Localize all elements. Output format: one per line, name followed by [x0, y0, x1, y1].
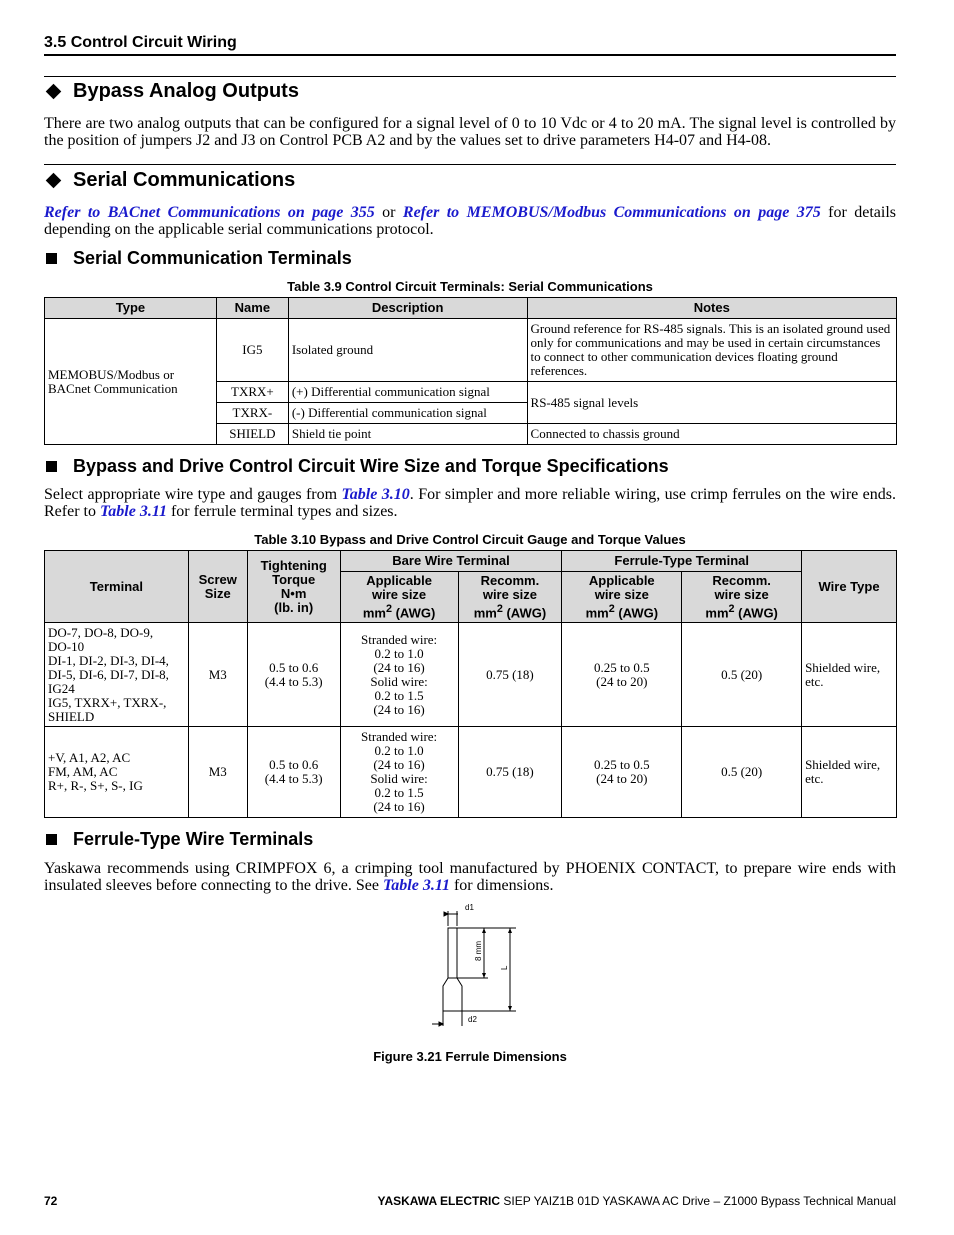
description-cell: (+) Differential communication signal: [288, 382, 527, 403]
running-header: 3.5 Control Circuit Wiring: [44, 34, 237, 51]
mm-label: 8 mm: [474, 941, 483, 961]
subheading-serial-terminals: Serial Communication Terminals: [44, 248, 352, 269]
square-bullet-icon: [46, 253, 57, 264]
diamond-bullet-icon: [46, 173, 62, 189]
notes-cell: RS-485 signal levels: [527, 382, 896, 424]
type-cell: MEMOBUS/Modbus or BACnet Communication: [45, 319, 217, 445]
col-header-type: Type: [45, 298, 217, 319]
name-cell: TXRX-: [216, 403, 288, 424]
wire-type-cell: Shielded wire, etc.: [802, 623, 897, 727]
ferrule-recomm-cell: 0.5 (20): [682, 623, 802, 727]
col-header-ferrule: Ferrule-Type Terminal: [562, 551, 802, 572]
table-3-10-link[interactable]: Table 3.10: [341, 486, 410, 503]
page-footer: [44, 1194, 896, 1208]
figure-3-21-caption: Figure 3.21 Ferrule Dimensions: [373, 1049, 567, 1064]
screw-cell: M3: [188, 727, 247, 818]
wire-gauge-torque-table: [44, 550, 897, 818]
notes-cell: Ground reference for RS-485 signals. This is an isolated ground used only for communications and may be used in certain circumstances to connect to other communication devices floating ground references.: [527, 319, 896, 382]
bare-recomm-cell: 0.75 (18): [458, 727, 562, 818]
col-header-screw-size: Screw Size: [188, 551, 247, 623]
col-header-terminal: Terminal: [45, 551, 189, 623]
terminal-cell: DO-7, DO-8, DO-9, DO-10 DI-1, DI-2, DI-3, DI-4, DI-5, DI-6, DI-7, DI-8, IG24 IG5, TXRX+, TXRX-, SHIELD: [45, 623, 189, 727]
col-header-torque: Tightening Torque N•m (lb. in): [247, 551, 340, 623]
d1-label: d1: [465, 903, 474, 912]
header-rule: [44, 54, 896, 56]
name-cell: IG5: [216, 319, 288, 382]
terminal-cell: +V, A1, A2, AC FM, AM, AC R+, R-, S+, S-, IG: [45, 727, 189, 818]
col-header-bare-applicable: Applicable wire size $mm^2$ (AWG): [340, 572, 458, 623]
bare-recomm-cell: 0.75 (18): [458, 623, 562, 727]
torque-cell: 0.5 to 0.6 (4.4 to 5.3): [247, 727, 340, 818]
ferrule-applicable-cell: 0.25 to 0.5 (24 to 20): [562, 623, 682, 727]
notes-cell: Connected to chassis ground: [527, 424, 896, 445]
wire-type-cell: Shielded wire, etc.: [802, 727, 897, 818]
bypass-analog-paragraph: There are two analog outputs that can be configured for a signal level of 0 to 10 Vdc or 4 to 20 mA. The signal level is controlled by the position of jumpers J2 and J3 on Control PCB A2 and by the values set to drive parameters H4-07 and H4-08.: [44, 115, 896, 149]
diamond-bullet-icon: [46, 84, 62, 100]
section-heading-serial: Serial Communications: [44, 169, 295, 192]
bare-applicable-cell: Stranded wire: 0.2 to 1.0 (24 to 16) Solid wire: 0.2 to 1.5 (24 to 16): [340, 623, 458, 727]
square-bullet-icon: [46, 461, 57, 472]
ferrule-dimension-figure: [420, 898, 540, 1033]
ferrule-sleeve: [443, 978, 462, 1011]
name-cell: TXRX+: [216, 382, 288, 403]
subheading-ferrule: Ferrule-Type Wire Terminals: [44, 829, 313, 850]
manual-title: YASKAWA ELECTRIC SIEP YAIZ1B 01D YASKAWA AC Drive – Z1000 Bypass Technical Manual: [377, 1194, 896, 1208]
col-header-bare-wire: Bare Wire Terminal: [340, 551, 562, 572]
ferrule-applicable-cell: 0.25 to 0.5 (24 to 20): [562, 727, 682, 818]
name-cell: SHIELD: [216, 424, 288, 445]
divider: [44, 164, 896, 165]
col-header-notes: Notes: [527, 298, 896, 319]
description-cell: (-) Differential communication signal: [288, 403, 527, 424]
square-bullet-icon: [46, 834, 57, 845]
table-3-9-caption: Table 3.9 Control Circuit Terminals: Serial Communications: [287, 279, 653, 294]
bacnet-link[interactable]: Refer to BACnet Communications on page 355: [44, 204, 375, 221]
table-3-11-link[interactable]: Table 3.11: [383, 877, 450, 894]
ferrule-paragraph: Yaskawa recommends using CRIMPFOX 6, a crimping tool manufactured by PHOENIX CONTACT, to prepare wire ends with insulated sleeves before connecting to the drive. See Table 3.11 for dimensions.: [44, 860, 896, 894]
col-header-bare-recomm: Recomm. wire size $mm^2$ (AWG): [458, 572, 562, 623]
torque-cell: 0.5 to 0.6 (4.4 to 5.3): [247, 623, 340, 727]
description-cell: Shield tie point: [288, 424, 527, 445]
ferrule-recomm-cell: 0.5 (20): [682, 727, 802, 818]
page-number: 72: [44, 1194, 58, 1208]
description-cell: Isolated ground: [288, 319, 527, 382]
serial-paragraph: Refer to BACnet Communications on page 355 or Refer to MEMOBUS/Modbus Communications on page 375 for details depending on the applicable serial communications protocol.: [44, 204, 897, 238]
screw-cell: M3: [188, 623, 247, 727]
modbus-link[interactable]: Refer to MEMOBUS/Modbus Communications on page 375: [402, 204, 821, 221]
d2-label: d2: [468, 1015, 477, 1024]
col-header-description: Description: [288, 298, 527, 319]
bare-applicable-cell: Stranded wire: 0.2 to 1.0 (24 to 16) Solid wire: 0.2 to 1.5 (24 to 16): [340, 727, 458, 818]
col-header-ferrule-recomm: Recomm. wire size $mm^2$ (AWG): [682, 572, 802, 623]
serial-terminals-table: [44, 297, 897, 445]
wire-size-paragraph: Select appropriate wire type and gauges from Table 3.10. For simpler and more reliable wiring, use crimp ferrules on the wire ends. Refer to Table 3.11 for ferrule terminal types and sizes.: [44, 486, 896, 520]
subheading-wire-size: Bypass and Drive Control Circuit Wire Size and Torque Specifications: [44, 456, 669, 477]
table-3-10-caption: Table 3.10 Bypass and Drive Control Circuit Gauge and Torque Values: [254, 532, 686, 547]
L-label: L: [500, 965, 509, 970]
col-header-wire-type: Wire Type: [802, 551, 897, 623]
ferrule-tube: [448, 928, 457, 978]
col-header-name: Name: [216, 298, 288, 319]
table-3-11-link[interactable]: Table 3.11: [99, 503, 167, 520]
col-header-ferrule-applicable: Applicable wire size $mm^2$ (AWG): [562, 572, 682, 623]
section-heading-bypass-analog: Bypass Analog Outputs: [44, 80, 299, 103]
divider: [44, 76, 896, 77]
